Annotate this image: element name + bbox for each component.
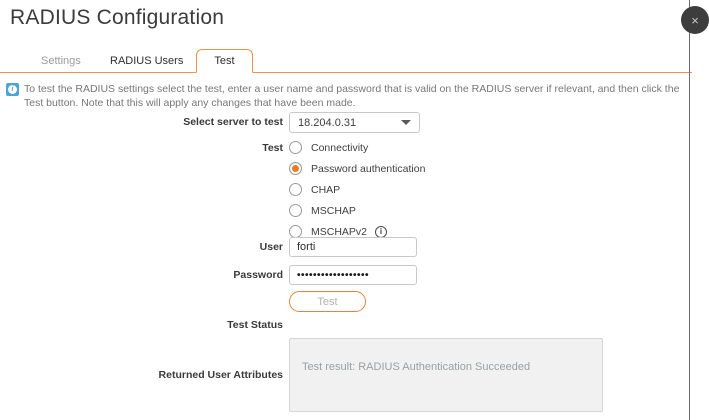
returned-attributes-text: Test result: RADIUS Authentication Succeeded (302, 361, 531, 373)
returned-attributes-textarea[interactable] (289, 338, 603, 412)
user-label: User (259, 241, 283, 253)
info-banner-text: To test the RADIUS settings select the test, enter a user name and password that is valid on the RADIUS server if relevant, and then click the Test button. Note that this will apply any changes that have been made. (24, 83, 680, 109)
tab-test[interactable]: Test (196, 49, 253, 73)
radio-option-password-authentication[interactable]: Password authentication (289, 158, 425, 179)
page-title: RADIUS Configuration (10, 6, 225, 29)
radio-icon[interactable] (289, 204, 302, 217)
tab-settings[interactable]: Settings (41, 55, 81, 67)
close-icon[interactable]: × (681, 6, 709, 34)
info-icon: i (6, 83, 19, 96)
panel-edge-divider (689, 0, 690, 420)
info-banner (6, 83, 688, 110)
radio-option-mschapv2[interactable]: MSCHAPv2 i (289, 221, 387, 242)
tab-bar-divider (0, 72, 692, 73)
password-input[interactable] (289, 265, 417, 285)
test-group-label: Test (262, 142, 283, 154)
password-label: Password (233, 269, 283, 281)
tab-radius-users[interactable]: RADIUS Users (110, 55, 184, 67)
radio-option-mschap[interactable]: MSCHAP (289, 200, 356, 221)
server-select[interactable] (289, 112, 420, 133)
radio-option-connectivity[interactable]: Connectivity (289, 137, 368, 158)
user-input[interactable] (289, 237, 417, 257)
radio-option-chap[interactable]: CHAP (289, 179, 340, 200)
radio-icon[interactable] (289, 183, 302, 196)
test-button[interactable]: Test (289, 291, 366, 312)
returned-attributes-label: Returned User Attributes (158, 369, 283, 381)
select-server-label: Select server to test (183, 116, 283, 128)
radio-selected-icon[interactable] (289, 162, 302, 175)
chevron-down-icon (401, 120, 411, 125)
mschapv2-info-icon[interactable]: i (375, 226, 387, 238)
server-select-value: 18.204.0.31 (298, 116, 357, 129)
test-status-label: Test Status (227, 319, 283, 331)
radio-icon[interactable] (289, 141, 302, 154)
